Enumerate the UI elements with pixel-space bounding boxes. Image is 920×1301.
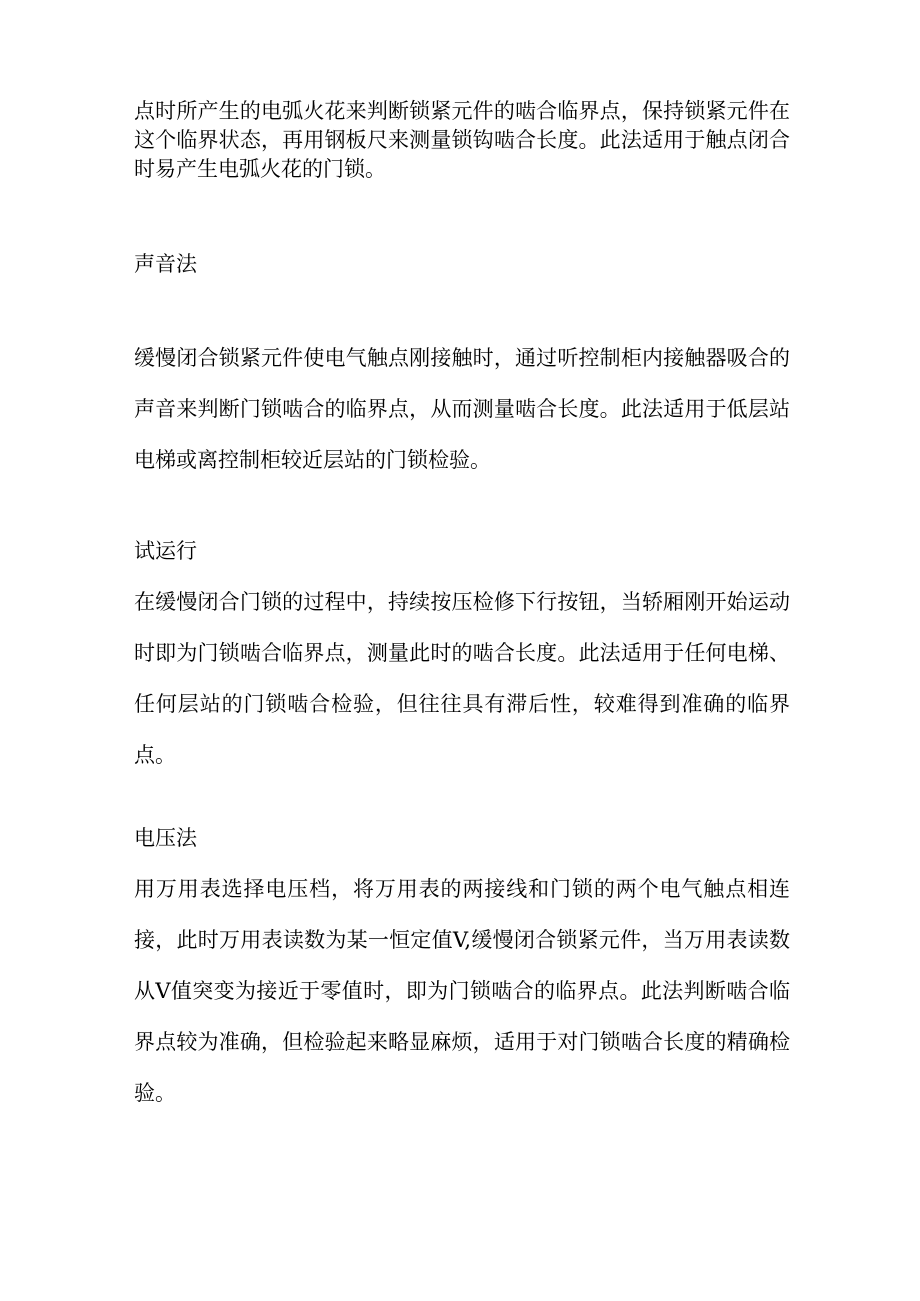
voltage-method-paragraph: 用万用表选择电压档，将万用表的两接线和门锁的两个电气触点相连接，此时万用表读数为某一恒定值V,缓慢闭合锁紧元件，当万用表读数从V值突变为接近于零值时，即为门锁啮合的临界点。此法判断啮合临界点较为准确，但检验起来略显麻烦，适用于对门锁啮合长度的精确检验。 xyxy=(134,877,790,1105)
trial-run-paragraph: 在缓慢闭合门锁的过程中，持续按压检修下行按钮，当轿厢刚开始运动时即为门锁啮合临界点，测量此时的啮合长度。此法适用于任何电梯、任何层站的门锁啮合检验，但往往具有滞后性，较难得到准确的临界点。 xyxy=(134,590,790,767)
sound-method-paragraph: 缓慢闭合锁紧元件使电气触点刚接触时，通过听控制柜内接触器吸合的声音来判断门锁啮合的临界点，从而测量啮合长度。此法适用于低层站电梯或离控制柜较近层站的门锁检验。 xyxy=(134,346,790,472)
sound-method-heading: 声音法 xyxy=(134,252,197,276)
trial-run-heading: 试运行 xyxy=(134,539,197,563)
voltage-method-heading: 电压法 xyxy=(134,826,197,850)
electric-spark-paragraph: 点时所产生的电弧火花来判断锁紧元件的啮合临界点，保持锁紧元件在这个临界状态，再用钢板尺来测量锁钩啮合长度。此法适用于触点闭合时易产生电弧火花的门锁。 xyxy=(134,99,790,181)
